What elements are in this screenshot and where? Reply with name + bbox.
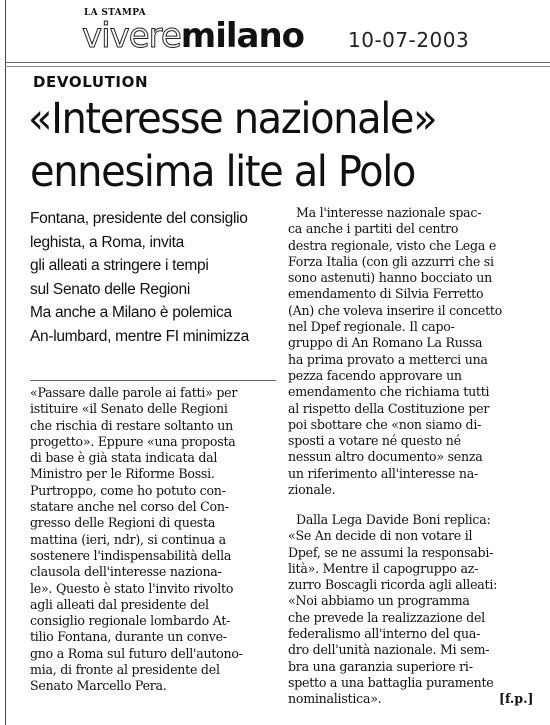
- body-line: nel Dpef regionale. Il capo-: [288, 319, 455, 335]
- body-line: «Se An decide di non votare il: [288, 528, 473, 544]
- header-divider: [5, 62, 550, 63]
- subhead-line: Fontana, presidente del consiglio: [30, 210, 248, 227]
- body-line: tilio Fontana, durante un conve-: [30, 629, 227, 645]
- body-line: «Noi abbiamo un programma: [288, 593, 470, 609]
- author-signature: [f.p.]: [499, 691, 534, 706]
- clipping-left-border: [5, 0, 6, 725]
- headline-line-1: «Interesse nazionale»: [28, 94, 437, 144]
- body-line: progetto». Eppure «una proposta: [30, 433, 236, 449]
- section-logo: [82, 16, 304, 56]
- subhead-line: gli alleati a stringere i tempi: [30, 257, 209, 274]
- body-line: Dpef, se ne assumi la responsabi-: [288, 544, 494, 560]
- subhead-line: An-lumbard, mentre FI minimizza: [30, 327, 249, 345]
- body-line: Ma l'interesse nazionale spac-: [296, 205, 482, 220]
- subhead-line: Ma anche a Milano è polemica: [30, 304, 232, 321]
- body-line: Ministro per le Riforme Bossi.: [30, 466, 215, 482]
- body-line: federalismo all'interno del qua-: [288, 626, 481, 642]
- body-line: Dalla Lega Davide Boni replica:: [296, 512, 491, 527]
- body-line: gruppo di An Romano La Russa: [288, 335, 483, 351]
- masthead: [30, 6, 540, 62]
- body-line: bra una garanzia superiore ri-: [288, 658, 473, 674]
- body-line: istituire «il Senato delle Regioni: [30, 401, 228, 417]
- section-city: milano: [180, 16, 305, 56]
- body-line: Purtroppo, come ho potuto con-: [30, 482, 226, 498]
- body-line: statare anche nel corso del Con-: [30, 499, 229, 515]
- body-line: gresso delle Regioni di questa: [30, 515, 216, 531]
- body-line: sostenere l'indispensabilità della: [30, 547, 232, 563]
- subhead-line: leghista, a Roma, invita: [30, 233, 184, 251]
- body-line: sposti a votare né questo né: [288, 433, 461, 449]
- body-line: le». Questo è stato l'invito rivolto: [30, 580, 234, 596]
- body-line: emendamento che richiama tutti: [288, 384, 490, 400]
- body-line: destra regionale, visto che Lega e: [288, 237, 497, 253]
- body-line: agli alleati dal presidente del: [30, 596, 209, 612]
- publisher-name: LA STAMPA: [84, 8, 146, 18]
- body-line: ca anche i partiti del centro: [288, 221, 459, 237]
- body-line: zurro Boscagli ricorda agli alleati:: [288, 577, 498, 593]
- body-line: mattina (ieri, ndr), si continua a: [30, 531, 226, 547]
- body-line: Forza Italia (con gli azzurri che si: [288, 253, 494, 269]
- body-line: consiglio regionale lombardo At-: [30, 613, 231, 629]
- body-line: nominalistica».: [288, 691, 382, 707]
- body-line: mia, di fronte al presidente del: [30, 662, 220, 678]
- body-line: al rispetto della Costituzione per: [288, 400, 490, 416]
- body-column-right-paragraph-1: [288, 205, 544, 498]
- header-divider-secondary: [5, 66, 550, 67]
- body-column-left: [30, 385, 280, 695]
- article-subhead: [30, 207, 290, 348]
- body-line: zionale.: [288, 482, 336, 498]
- subhead-line: sul Senato delle Regioni: [30, 280, 190, 298]
- article-kicker: DEVOLUTION: [33, 73, 149, 91]
- body-line: clausola dell'interesse naziona-: [30, 564, 222, 580]
- body-line: emendamento di Silvia Ferretto: [288, 286, 484, 302]
- section-prefix: vivere: [82, 16, 181, 56]
- body-line: dro dell'unità nazionale. Mi sem-: [288, 642, 490, 658]
- body-line: Senato Marcello Pera.: [30, 678, 167, 694]
- body-line: nessun altro documento» senza: [288, 449, 483, 465]
- body-line: ha prima provato a metterci una: [288, 351, 488, 367]
- body-line: di base è già stata indicata dal: [30, 450, 218, 466]
- body-line: lità». Mentre il capogruppo az-: [288, 560, 479, 576]
- body-line: che prevede la realizzazione del: [288, 609, 485, 625]
- body-line: gno a Roma sul futuro dell'autono-: [30, 645, 243, 661]
- body-line: «Passare dalle parole ai fatti» per: [30, 385, 238, 400]
- body-line: pezza facendo approvare un: [288, 367, 462, 383]
- subhead-divider: [30, 380, 276, 381]
- body-line: poi sbottare che «non siamo di-: [288, 416, 482, 432]
- body-line: (An) che voleva inserire il concetto: [288, 302, 503, 318]
- body-line: sono astenuti) hanno bocciato un: [288, 270, 493, 286]
- body-column-right-paragraph-2: [288, 512, 544, 708]
- headline-line-2: ennesima lite al Polo: [30, 147, 416, 197]
- body-line: che rischia di restare soltanto un: [30, 417, 234, 433]
- body-line: spetto a una battaglia puramente: [288, 674, 494, 690]
- issue-date: 10-07-2003: [348, 28, 470, 52]
- body-line: un riferimento all'interesse na-: [288, 465, 478, 481]
